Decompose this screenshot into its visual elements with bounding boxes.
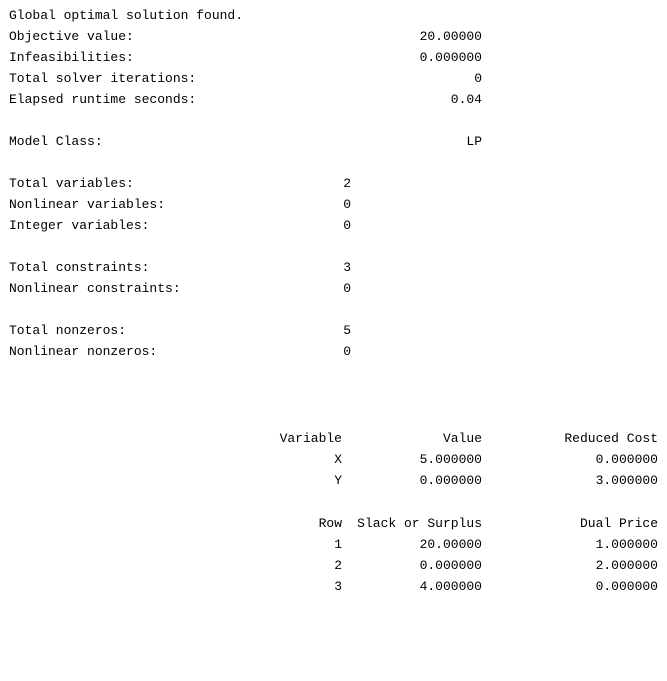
nonlinear-variables-row	[0, 194, 667, 215]
row-dual-price: 1.000000	[595, 537, 658, 552]
row-table-header	[0, 513, 667, 534]
column-header-dual-price: Dual Price	[579, 516, 658, 531]
column-header-row: Row	[318, 516, 342, 531]
iterations-row	[0, 68, 667, 89]
row-dual-price: 2.000000	[595, 558, 658, 573]
variable-value: 0.000000	[419, 473, 482, 488]
row-slack-or-surplus: 0.000000	[419, 558, 482, 573]
integer-variables-value: 0	[343, 218, 351, 233]
row-slack-or-surplus: 20.00000	[419, 537, 482, 552]
variable-reduced-cost: 3.000000	[595, 473, 658, 488]
variable-value: 5.000000	[419, 452, 482, 467]
column-header-variable: Variable	[279, 431, 342, 446]
model-class-value: LP	[466, 134, 482, 149]
row-number: 2	[334, 558, 342, 573]
nonlinear-constraints-label: Nonlinear constraints:	[9, 281, 181, 296]
variable-name: X	[334, 452, 342, 467]
nonlinear-constraints-value: 0	[343, 281, 351, 296]
total-constraints-label: Total constraints:	[9, 260, 150, 275]
row-number: 3	[334, 579, 342, 594]
nonlinear-nonzeros-label: Nonlinear nonzeros:	[9, 344, 158, 359]
status-line	[0, 5, 667, 26]
nonlinear-variables-label: Nonlinear variables:	[9, 197, 166, 212]
infeasibilities-value: 0.000000	[419, 50, 482, 65]
total-nonzeros-value: 5	[343, 323, 351, 338]
total-variables-label: Total variables:	[9, 176, 134, 191]
row-dual-price: 0.000000	[595, 579, 658, 594]
integer-variables-row	[0, 215, 667, 236]
model-class-row	[0, 131, 667, 152]
objective-value: 20.00000	[419, 29, 482, 44]
table-row	[0, 576, 667, 597]
runtime-label: Elapsed runtime seconds:	[9, 92, 197, 107]
table-row	[0, 555, 667, 576]
iterations-label: Total solver iterations:	[9, 71, 197, 86]
objective-label: Objective value:	[9, 29, 134, 44]
nonlinear-variables-value: 0	[343, 197, 351, 212]
column-header-reduced-cost: Reduced Cost	[564, 431, 658, 446]
column-header-slack-or-surplus: Slack or Surplus	[357, 516, 482, 531]
objective-row	[0, 26, 667, 47]
nonlinear-nonzeros-value: 0	[343, 344, 351, 359]
row-slack-or-surplus: 4.000000	[419, 579, 482, 594]
nonlinear-nonzeros-row	[0, 341, 667, 362]
runtime-value: 0.04	[450, 92, 482, 107]
variable-name: Y	[334, 473, 342, 488]
variable-table-header	[0, 428, 667, 449]
table-row	[0, 534, 667, 555]
infeasibilities-label: Infeasibilities:	[9, 50, 134, 65]
total-constraints-row	[0, 257, 667, 278]
column-header-value: Value	[442, 431, 482, 446]
integer-variables-label: Integer variables:	[9, 218, 150, 233]
table-row	[0, 449, 667, 470]
total-constraints-value: 3	[343, 260, 351, 275]
status-text: Global optimal solution found.	[9, 8, 244, 23]
nonlinear-constraints-row	[0, 278, 667, 299]
iterations-value: 0	[474, 71, 482, 86]
total-nonzeros-row	[0, 320, 667, 341]
runtime-row	[0, 89, 667, 110]
infeasibilities-row	[0, 47, 667, 68]
total-nonzeros-label: Total nonzeros:	[9, 323, 127, 338]
row-number: 1	[334, 537, 342, 552]
table-row	[0, 470, 667, 491]
variable-reduced-cost: 0.000000	[595, 452, 658, 467]
total-variables-value: 2	[343, 176, 351, 191]
model-class-label: Model Class:	[9, 134, 103, 149]
total-variables-row	[0, 173, 667, 194]
